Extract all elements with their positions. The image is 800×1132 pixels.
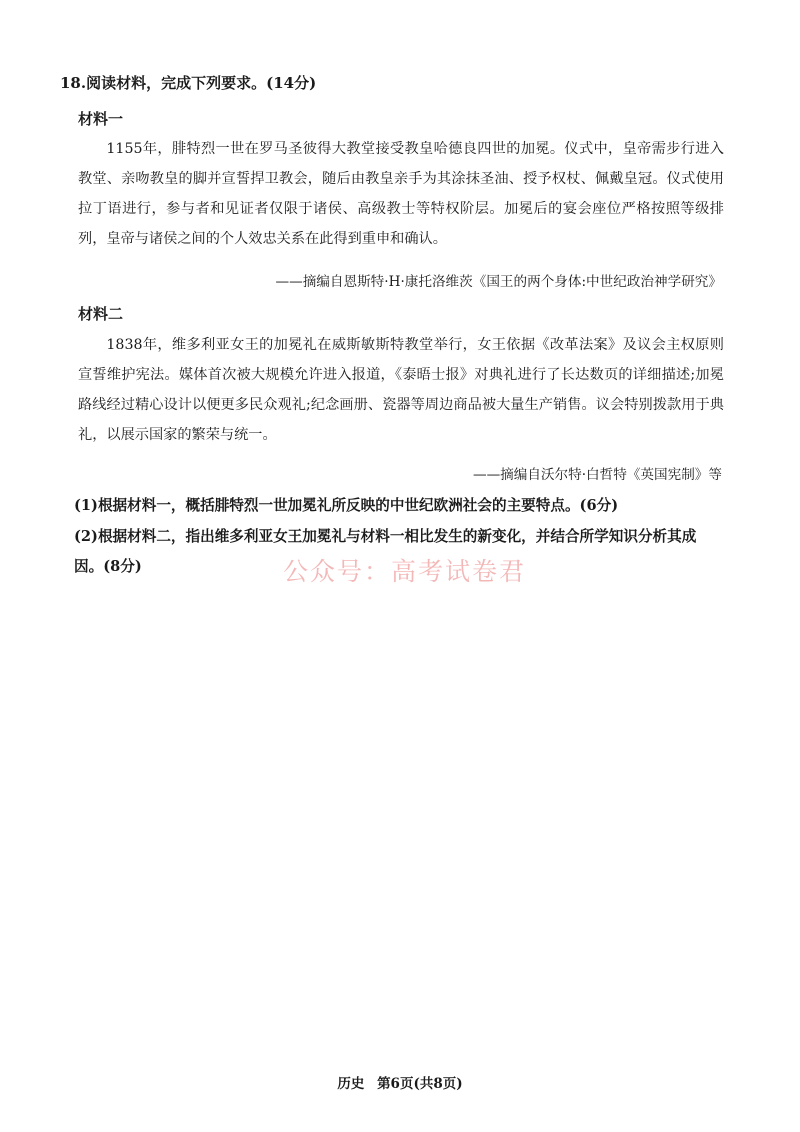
material1-text: 1155年，腓特烈一世在罗马圣彼得大教堂接受教皇哈德良四世的加冕。仪式中，皇帝需步行进入教堂、亲吻教皇的脚并宣誓捍卫教会，随后由教皇亲手为其涂抹圣油、授予权杖、佩戴皇冠。仪式使用拉丁语进行，参与者和见证者仅限于诸侯、高级教士等特权阶层。加冕后的宴会座位严格按照等级排列，皇帝与诸侯之间的个人效忠关系在此得到重申和确认。	[78, 141, 724, 247]
footer-subject: 历史	[337, 1076, 365, 1092]
material1-source: ——摘编自恩斯特·H·康托洛维茨《国王的两个身体:中世纪政治神学研究》	[275, 274, 722, 290]
subquestion-1: (1)根据材料一，概括腓特烈一世加冕礼所反映的中世纪欧洲社会的主要特点。(6分)	[74, 497, 619, 514]
material2-source: ——摘编自沃尔特·白哲特《英国宪制》等	[472, 467, 722, 483]
material1-heading: 材料一	[78, 110, 124, 128]
subquestion-2: (2)根据材料二，指出维多利亚女王加冕礼与材料一相比发生的新变化，并结合所学知识分析其成因。(8分)	[74, 528, 697, 575]
footer-page-number: 第6页(共8页)	[377, 1076, 463, 1092]
page-footer	[0, 1072, 800, 1092]
question-title: 18.阅读材料，完成下列要求。(14分)	[60, 74, 317, 92]
material2-heading: 材料二	[78, 305, 124, 323]
material2-text: 1838年，维多利亚女王的加冕礼在威斯敏斯特教堂举行，女王依据《改革法案》及议会主权原则宣誓维护宪法。媒体首次被大规模允许进入报道，《泰晤士报》对典礼进行了长达数页的详细描述;加冕路线经过精心设计以便更多民众观礼;纪念画册、瓷器等周边商品被大量生产销售。议会特别拨款用于典礼，以展示国家的繁荣与统一。	[78, 337, 724, 443]
watermark: 公众号：高考试卷君	[283, 557, 527, 586]
